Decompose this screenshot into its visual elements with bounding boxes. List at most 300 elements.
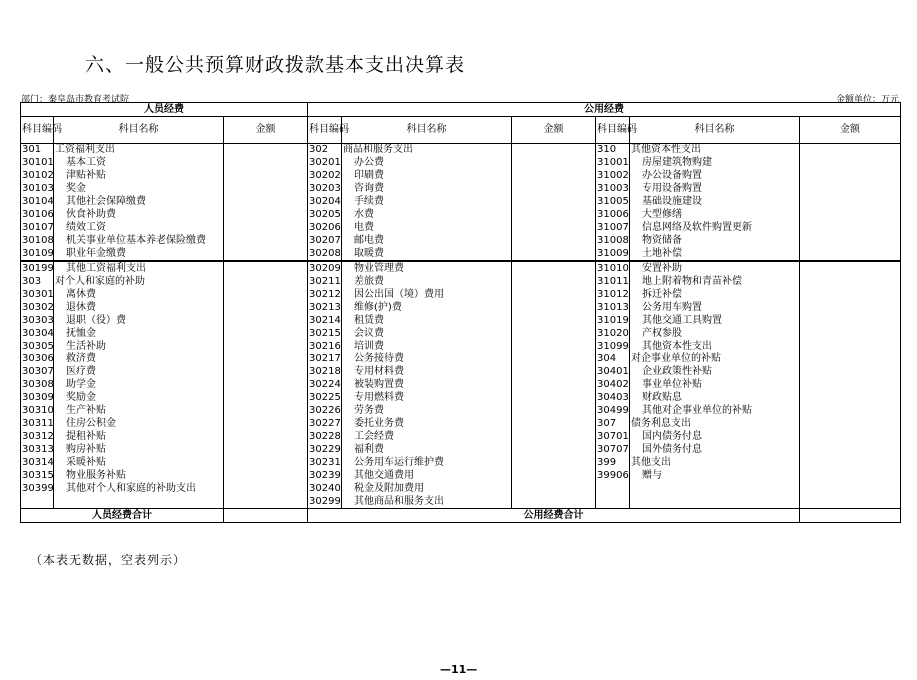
subject-code: 303 — [21, 275, 54, 288]
amount-cell — [512, 248, 596, 262]
column-header-row — [21, 117, 901, 144]
subject-name: 退职（役）费 — [54, 314, 224, 327]
amount-cell — [800, 366, 901, 379]
subject-name: 其他工资福利支出 — [54, 261, 224, 275]
subject-name: 邮电费 — [342, 235, 512, 248]
subject-code: 31007 — [597, 222, 629, 234]
amount-cell — [512, 157, 596, 170]
amount-cell — [800, 353, 901, 366]
subject-name: 公务用车购置 — [630, 301, 800, 314]
subject-code: 30109 — [21, 248, 54, 262]
amount-cell — [800, 157, 901, 170]
subject-name: 救济费 — [54, 353, 224, 366]
subject-name: 办公费 — [342, 157, 512, 170]
subject-name: 会议费 — [342, 327, 512, 340]
subject-code: 30403 — [597, 392, 629, 404]
public-total-amount — [800, 509, 901, 523]
subject-name: 其他资本性支出 — [630, 144, 800, 157]
subject-code: 30307 — [22, 366, 54, 378]
subject-name: 电费 — [342, 222, 512, 235]
subject-code: 30301 — [22, 288, 54, 300]
subject-name: 其他支出 — [630, 457, 800, 470]
subject-code: 30310 — [22, 405, 54, 417]
amount-cell — [800, 170, 901, 183]
amount-cell — [224, 170, 308, 183]
subject-name: 信息网络及软件购置更新 — [630, 222, 800, 235]
subject-name: 其他社会保障缴费 — [54, 196, 224, 209]
public-total-label: 公用经费合计 — [308, 509, 800, 523]
subject-code: 31008 — [597, 235, 629, 247]
subject-name: 办公设备购置 — [630, 170, 800, 183]
subject-code: 31003 — [597, 183, 629, 195]
subject-code: 30231 — [309, 456, 341, 468]
subject-name: 其他商品和服务支出 — [342, 495, 512, 508]
subject-code: 31002 — [597, 170, 629, 182]
subject-name: 对企事业单位的补贴 — [630, 353, 800, 366]
subject-name: 其他交通费用 — [342, 469, 512, 482]
subject-code: 30225 — [309, 392, 341, 404]
subject-code: 31099 — [597, 340, 629, 352]
subject-name: 差旅费 — [342, 275, 512, 288]
amount-cell — [224, 444, 308, 457]
amount-cell — [512, 379, 596, 392]
amount-cell — [800, 495, 901, 508]
amount-cell — [800, 275, 901, 288]
subject-name: 劳务费 — [342, 405, 512, 418]
header-name: 科目名称 — [54, 117, 224, 144]
section-public: 公用经费 — [308, 103, 901, 117]
amount-cell — [512, 418, 596, 431]
subject-code: 30315 — [22, 469, 54, 481]
amount-cell — [224, 405, 308, 418]
table-row — [21, 222, 901, 235]
subject-code: 30102 — [22, 170, 54, 182]
subject-code: 30199 — [22, 262, 54, 274]
subject-code: 31001 — [597, 157, 629, 169]
table-row — [21, 405, 901, 418]
subject-name: 事业单位补贴 — [630, 379, 800, 392]
amount-cell — [224, 379, 308, 392]
amount-cell — [800, 469, 901, 482]
personnel-total-label: 人员经费合计 — [21, 509, 224, 523]
subject-code: 30402 — [597, 379, 629, 391]
subject-name: 其他交通工具购置 — [630, 314, 800, 327]
subject-code: 31010 — [597, 262, 629, 274]
table-row — [21, 288, 901, 301]
subject-code: 30313 — [22, 444, 54, 456]
subject-name: 其他对个人和家庭的补助支出 — [54, 482, 224, 495]
amount-cell — [512, 392, 596, 405]
amount-cell — [224, 275, 308, 288]
subject-name: 公务用车运行维护费 — [342, 457, 512, 470]
subject-name: 专用设备购置 — [630, 183, 800, 196]
subject-name — [54, 495, 224, 508]
amount-cell — [224, 482, 308, 495]
subject-name: 基本工资 — [54, 157, 224, 170]
subject-code: 30209 — [309, 262, 341, 274]
table-row — [21, 469, 901, 482]
table-row — [21, 196, 901, 209]
subject-name: 购房补贴 — [54, 444, 224, 457]
subject-code: 30218 — [309, 366, 341, 378]
subject-code — [21, 495, 54, 508]
subject-name: 产权参股 — [630, 327, 800, 340]
amount-cell — [224, 340, 308, 353]
amount-cell — [800, 261, 901, 275]
header-code: 科目编码 — [308, 117, 342, 144]
subject-name: 津贴补贴 — [54, 170, 224, 183]
subject-name: 奖励金 — [54, 392, 224, 405]
subject-name: 采暖补贴 — [54, 457, 224, 470]
table-row — [21, 431, 901, 444]
subject-name: 基础设施建设 — [630, 196, 800, 209]
subject-code: 30201 — [309, 157, 341, 169]
subject-name: 赠与 — [630, 469, 800, 482]
amount-cell — [224, 235, 308, 248]
subject-code: 302 — [308, 144, 342, 157]
subject-code: 30212 — [309, 288, 341, 300]
section-personnel: 人员经费 — [21, 103, 308, 117]
subject-name: 咨询费 — [342, 183, 512, 196]
subject-name: 生产补贴 — [54, 405, 224, 418]
subject-code: 30203 — [309, 183, 341, 195]
subject-name: 拆迁补偿 — [630, 288, 800, 301]
table-row — [21, 457, 901, 470]
table-row — [21, 379, 901, 392]
amount-cell — [224, 457, 308, 470]
subject-code: 30309 — [22, 392, 54, 404]
amount-cell — [800, 196, 901, 209]
subject-code — [596, 495, 630, 508]
table-row — [21, 495, 901, 508]
table-row — [21, 275, 901, 288]
subject-code: 30306 — [22, 353, 54, 365]
amount-cell — [512, 405, 596, 418]
subject-code: 31013 — [597, 301, 629, 313]
subject-code: 39906 — [597, 469, 629, 481]
table-row — [21, 444, 901, 457]
subject-code: 30204 — [309, 196, 341, 208]
amount-cell — [224, 144, 308, 157]
header-code: 科目编码 — [596, 117, 630, 144]
amount-cell — [224, 196, 308, 209]
totals-row — [21, 509, 901, 523]
table-row — [21, 392, 901, 405]
subject-name: 因公出国（境）费用 — [342, 288, 512, 301]
subject-code: 30108 — [22, 235, 54, 247]
subject-code: 301 — [21, 144, 54, 157]
subject-name: 专用燃料费 — [342, 392, 512, 405]
subject-name: 伙食补助费 — [54, 209, 224, 222]
amount-cell — [224, 222, 308, 235]
subject-name: 物资储备 — [630, 235, 800, 248]
amount-cell — [800, 327, 901, 340]
amount-cell — [512, 457, 596, 470]
subject-name: 其他资本性支出 — [630, 340, 800, 353]
subject-name: 手续费 — [342, 196, 512, 209]
subject-code: 304 — [596, 353, 630, 366]
amount-cell — [224, 327, 308, 340]
subject-name: 印刷费 — [342, 170, 512, 183]
amount-cell — [224, 288, 308, 301]
subject-code: 30227 — [309, 418, 341, 430]
header-name: 科目名称 — [342, 117, 512, 144]
table-row — [21, 366, 901, 379]
subject-name: 对个人和家庭的补助 — [54, 275, 224, 288]
amount-cell — [224, 469, 308, 482]
amount-cell — [800, 482, 901, 495]
table-row — [21, 353, 901, 366]
subject-code: 310 — [596, 144, 630, 157]
subject-code: 30213 — [309, 301, 341, 313]
subject-name: 取暖费 — [342, 248, 512, 262]
subject-name: 土地补偿 — [630, 248, 800, 262]
header-amount: 金额 — [224, 117, 308, 144]
subject-code: 30217 — [309, 353, 341, 365]
subject-code: 307 — [596, 418, 630, 431]
subject-name: 工资福利支出 — [54, 144, 224, 157]
amount-cell — [512, 431, 596, 444]
amount-cell — [512, 170, 596, 183]
amount-cell — [800, 418, 901, 431]
amount-cell — [512, 327, 596, 340]
subject-name: 专用材料费 — [342, 366, 512, 379]
subject-name: 大型修缮 — [630, 209, 800, 222]
amount-cell — [800, 222, 901, 235]
amount-cell — [512, 340, 596, 353]
subject-code: 31019 — [597, 314, 629, 326]
amount-cell — [800, 405, 901, 418]
subject-name: 医疗费 — [54, 366, 224, 379]
subject-name: 物业服务补贴 — [54, 469, 224, 482]
subject-name: 安置补助 — [630, 261, 800, 275]
subject-name: 财政贴息 — [630, 392, 800, 405]
amount-cell — [800, 379, 901, 392]
amount-cell — [224, 248, 308, 262]
amount-cell — [224, 157, 308, 170]
subject-code: 30305 — [22, 340, 54, 352]
subject-code: 30312 — [22, 431, 54, 443]
amount-cell — [512, 275, 596, 288]
subject-code: 31006 — [597, 209, 629, 221]
subject-code: 31005 — [597, 196, 629, 208]
subject-code: 30215 — [309, 327, 341, 339]
amount-cell — [224, 495, 308, 508]
header-code: 科目编码 — [21, 117, 54, 144]
subject-name: 福利费 — [342, 444, 512, 457]
subject-code: 31009 — [596, 248, 630, 262]
subject-code: 30206 — [309, 222, 341, 234]
table-row — [21, 301, 901, 314]
table-row — [21, 209, 901, 222]
amount-cell — [512, 261, 596, 275]
subject-name: 债务利息支出 — [630, 418, 800, 431]
subject-name: 物业管理费 — [342, 261, 512, 275]
amount-cell — [512, 314, 596, 327]
subject-code: 30207 — [309, 235, 341, 247]
subject-code: 30205 — [309, 209, 341, 221]
page-title: 六、一般公共预算财政拨款基本支出决算表 — [85, 54, 466, 76]
table-row — [21, 340, 901, 353]
subject-code: 30299 — [309, 495, 341, 507]
subject-code: 30214 — [309, 314, 341, 326]
amount-cell — [224, 418, 308, 431]
subject-code — [596, 482, 630, 495]
table-row — [21, 170, 901, 183]
amount-cell — [512, 183, 596, 196]
amount-cell — [800, 248, 901, 262]
table-row — [21, 418, 901, 431]
page-number: —11— — [440, 663, 478, 676]
amount-cell — [224, 353, 308, 366]
subject-name: 商品和服务支出 — [342, 144, 512, 157]
subject-code: 30107 — [22, 222, 54, 234]
subject-code: 30216 — [309, 340, 341, 352]
amount-cell — [800, 431, 901, 444]
amount-cell — [224, 314, 308, 327]
subject-name: 职业年金缴费 — [54, 248, 224, 262]
table-row — [21, 183, 901, 196]
subject-name: 水费 — [342, 209, 512, 222]
table-row — [21, 261, 901, 275]
subject-name: 税金及附加费用 — [342, 482, 512, 495]
amount-cell — [224, 301, 308, 314]
subject-name: 工会经费 — [342, 431, 512, 444]
subject-name: 绩效工资 — [54, 222, 224, 235]
subject-name: 其他对企事业单位的补贴 — [630, 405, 800, 418]
subject-code: 30303 — [22, 314, 54, 326]
subject-name: 抚恤金 — [54, 327, 224, 340]
subject-name: 国外债务付息 — [630, 444, 800, 457]
subject-code: 30308 — [22, 379, 54, 391]
amount-cell — [512, 482, 596, 495]
subject-code: 30101 — [22, 157, 54, 169]
subject-code: 30401 — [597, 366, 629, 378]
subject-code: 30226 — [309, 405, 341, 417]
subject-name: 公务接待费 — [342, 353, 512, 366]
amount-cell — [512, 469, 596, 482]
table-row — [21, 144, 901, 157]
amount-cell — [512, 366, 596, 379]
amount-cell — [512, 301, 596, 314]
subject-code: 30106 — [22, 209, 54, 221]
subject-name: 培训费 — [342, 340, 512, 353]
section-header-row — [21, 103, 901, 117]
empty-note: （本表无数据，空表列示） — [30, 553, 187, 567]
subject-name: 住房公积金 — [54, 418, 224, 431]
amount-cell — [512, 353, 596, 366]
subject-name — [630, 482, 800, 495]
subject-code: 30304 — [22, 327, 54, 339]
amount-cell — [224, 392, 308, 405]
amount-cell — [512, 235, 596, 248]
subject-code: 31011 — [597, 275, 629, 287]
amount-cell — [800, 340, 901, 353]
amount-cell — [224, 261, 308, 275]
amount-cell — [800, 444, 901, 457]
personnel-total-amount — [224, 509, 308, 523]
amount-cell — [512, 288, 596, 301]
header-amount: 金额 — [512, 117, 596, 144]
subject-name: 租赁费 — [342, 314, 512, 327]
table-row — [21, 157, 901, 170]
amount-cell — [800, 235, 901, 248]
department-label: 部门：秦皇岛市教育考试院 — [21, 95, 130, 105]
subject-code: 30707 — [597, 444, 629, 456]
amount-cell — [800, 314, 901, 327]
amount-cell — [800, 144, 901, 157]
subject-code: 31012 — [597, 288, 629, 300]
subject-code: 30701 — [597, 431, 629, 443]
subject-code: 30302 — [22, 301, 54, 313]
subject-code: 30239 — [309, 469, 341, 481]
subject-name: 地上附着物和青苗补偿 — [630, 275, 800, 288]
subject-name: 维修(护)费 — [342, 301, 512, 314]
amount-cell — [224, 209, 308, 222]
amount-cell — [512, 444, 596, 457]
amount-cell — [512, 222, 596, 235]
subject-name — [630, 495, 800, 508]
subject-name: 离休费 — [54, 288, 224, 301]
subject-code: 30229 — [309, 444, 341, 456]
amount-cell — [224, 366, 308, 379]
subject-name: 企业政策性补贴 — [630, 366, 800, 379]
subject-name: 房屋建筑物购建 — [630, 157, 800, 170]
subject-name: 退休费 — [54, 301, 224, 314]
subject-name: 机关事业单位基本养老保险缴费 — [54, 235, 224, 248]
amount-cell — [224, 183, 308, 196]
subject-name: 被装购置费 — [342, 379, 512, 392]
unit-label: 金额单位：万元 — [835, 95, 899, 105]
amount-cell — [512, 196, 596, 209]
table-row — [21, 235, 901, 248]
subject-code: 30103 — [22, 183, 54, 195]
subject-code: 30499 — [597, 405, 629, 417]
subject-code: 399 — [596, 457, 630, 470]
subject-code: 31020 — [597, 327, 629, 339]
subject-code: 30202 — [309, 170, 341, 182]
amount-cell — [800, 209, 901, 222]
subject-name: 助学金 — [54, 379, 224, 392]
amount-cell — [800, 301, 901, 314]
amount-cell — [512, 209, 596, 222]
expenditure-table — [20, 102, 901, 523]
subject-code: 30240 — [309, 482, 341, 494]
subject-name: 奖金 — [54, 183, 224, 196]
table-row — [21, 327, 901, 340]
subject-code: 30211 — [309, 275, 341, 287]
subject-code: 30104 — [22, 196, 54, 208]
subject-code: 30208 — [308, 248, 342, 262]
table-row — [21, 248, 901, 262]
subject-name: 提租补贴 — [54, 431, 224, 444]
subject-name: 生活补助 — [54, 340, 224, 353]
header-name: 科目名称 — [630, 117, 800, 144]
subject-code: 30224 — [309, 379, 341, 391]
amount-cell — [800, 288, 901, 301]
amount-cell — [512, 495, 596, 508]
subject-name: 国内债务付息 — [630, 431, 800, 444]
subject-name: 委托业务费 — [342, 418, 512, 431]
subject-code: 30399 — [22, 482, 54, 494]
amount-cell — [800, 183, 901, 196]
table-row — [21, 482, 901, 495]
amount-cell — [800, 392, 901, 405]
amount-cell — [512, 144, 596, 157]
table-row — [21, 314, 901, 327]
subject-code: 30228 — [309, 431, 341, 443]
header-amount: 金额 — [800, 117, 901, 144]
